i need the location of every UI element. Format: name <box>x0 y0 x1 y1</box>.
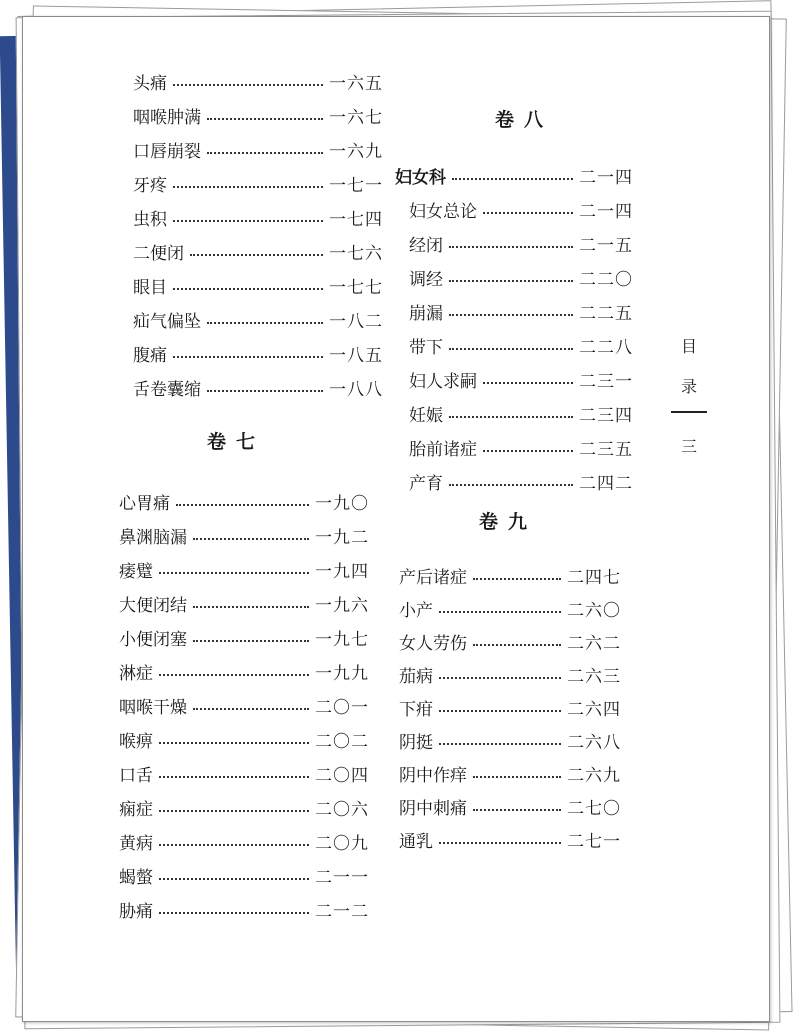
dot-leader <box>449 279 573 282</box>
dot-leader <box>173 219 323 222</box>
dot-leader <box>193 537 309 540</box>
toc-entry-title: 产后诸症 <box>399 568 467 588</box>
toc-entry-page: 二一二 <box>315 902 369 922</box>
dot-leader <box>483 381 573 384</box>
toc-entry-page: 一九六 <box>315 596 369 616</box>
toc-entry-title: 产育 <box>409 474 443 494</box>
dot-leader <box>439 841 561 844</box>
toc-entry-page: 二六九 <box>567 766 621 786</box>
toc-entry <box>399 728 621 753</box>
dot-leader <box>449 347 573 350</box>
dot-leader <box>207 389 323 392</box>
dot-leader <box>473 775 561 778</box>
toc-entry <box>133 137 383 162</box>
toc-entry-title: 茄病 <box>399 667 433 687</box>
toc-entry-title: 鼻渊脑漏 <box>119 528 187 548</box>
toc-entry-title: 眼目 <box>133 278 167 298</box>
toc-entry-page: 二六三 <box>567 667 621 687</box>
toc-entry-title: 舌卷囊缩 <box>133 380 201 400</box>
header-rule <box>671 411 707 413</box>
toc-entry-page: 一七四 <box>329 210 383 230</box>
dot-leader <box>190 253 323 256</box>
toc-entry <box>133 239 383 264</box>
toc-entry <box>133 307 383 332</box>
toc-entry <box>119 863 369 888</box>
dot-leader <box>439 676 561 679</box>
dot-leader <box>159 877 309 880</box>
toc-entry-page: 二七一 <box>567 832 621 852</box>
toc-entry <box>409 401 633 426</box>
toc-entry-title: 痫症 <box>119 800 153 820</box>
toc-entry-page: 二六八 <box>567 733 621 753</box>
toc-entry-title: 头痛 <box>133 74 167 94</box>
toc-entry-page: 二七〇 <box>567 799 621 819</box>
toc-entry-title: 心胃痛 <box>119 494 170 514</box>
dot-leader <box>207 117 323 120</box>
toc-entry <box>409 299 633 324</box>
toc-entry-page: 二四七 <box>567 568 621 588</box>
toc-entry-title: 经闭 <box>409 236 443 256</box>
toc-entry-page: 一六九 <box>329 142 383 162</box>
toc-entry-title: 二便闭 <box>133 244 184 264</box>
toc-entry <box>399 695 621 720</box>
toc-entry <box>409 197 633 222</box>
toc-entry <box>409 469 633 494</box>
dot-leader <box>173 355 323 358</box>
toc-entry-title: 阴中刺痛 <box>399 799 467 819</box>
toc-entry-title: 妇女科 <box>395 168 446 188</box>
toc-entry-title: 崩漏 <box>409 304 443 324</box>
toc-entry-page: 二〇六 <box>315 800 369 820</box>
toc-entry-title: 妊娠 <box>409 406 443 426</box>
toc-entry-title: 妇人求嗣 <box>409 372 477 392</box>
dot-leader <box>193 605 309 608</box>
toc-entry-page: 一九九 <box>315 664 369 684</box>
toc-entry-page: 一九二 <box>315 528 369 548</box>
dot-leader <box>159 911 309 914</box>
toc-entry-title: 通乳 <box>399 832 433 852</box>
toc-entry <box>409 367 633 392</box>
running-header-char: 录 <box>680 377 697 396</box>
dot-leader <box>473 577 561 580</box>
toc-entry <box>119 591 369 616</box>
volume-heading: 卷九 <box>479 511 538 533</box>
dot-leader <box>176 503 309 506</box>
toc-entry-title: 妇女总论 <box>409 202 477 222</box>
dot-leader <box>207 321 323 324</box>
toc-entry-page: 一七六 <box>329 244 383 264</box>
toc-page <box>22 16 770 1022</box>
toc-entry <box>119 897 369 922</box>
dot-leader <box>159 809 309 812</box>
running-header-char: 目 <box>680 337 697 356</box>
dot-leader <box>449 415 573 418</box>
toc-entry-page: 一七七 <box>329 278 383 298</box>
toc-entry-page: 二三五 <box>579 440 633 460</box>
toc-entry <box>409 231 633 256</box>
toc-entry <box>119 659 369 684</box>
running-header <box>669 327 709 467</box>
toc-entry <box>133 171 383 196</box>
dot-leader <box>439 742 561 745</box>
volume-heading: 卷八 <box>495 109 554 131</box>
toc-entry-page: 一九四 <box>315 562 369 582</box>
toc-entry <box>119 625 369 650</box>
toc-entry-page: 二〇一 <box>315 698 369 718</box>
dot-leader <box>159 673 309 676</box>
toc-entry-title: 下疳 <box>399 700 433 720</box>
dot-leader <box>193 639 309 642</box>
toc-entry-page: 二六四 <box>567 700 621 720</box>
toc-entry-page: 二二〇 <box>579 270 633 290</box>
toc-entry <box>399 761 621 786</box>
toc-entry <box>399 563 621 588</box>
dot-leader <box>207 151 323 154</box>
toc-entry-title: 蝎螫 <box>119 868 153 888</box>
toc-entry <box>119 523 369 548</box>
toc-entry <box>399 662 621 687</box>
toc-entry-title: 胁痛 <box>119 902 153 922</box>
dot-leader <box>159 775 309 778</box>
toc-entry-page: 二〇九 <box>315 834 369 854</box>
toc-entry-title: 大便闭结 <box>119 596 187 616</box>
toc-entry-page: 二〇四 <box>315 766 369 786</box>
toc-entry-title: 疝气偏坠 <box>133 312 201 332</box>
toc-entry <box>119 489 369 514</box>
toc-entry-title: 咽喉干燥 <box>119 698 187 718</box>
toc-entry <box>409 265 633 290</box>
toc-entry-title: 黄病 <box>119 834 153 854</box>
toc-entry-page: 一八二 <box>329 312 383 332</box>
toc-entry-page: 二一四 <box>579 202 633 222</box>
toc-entry-title: 虫积 <box>133 210 167 230</box>
toc-entry-page: 一九〇 <box>315 494 369 514</box>
toc-entry-title: 痿躄 <box>119 562 153 582</box>
toc-entry <box>133 375 383 400</box>
toc-entry <box>399 794 621 819</box>
dot-leader <box>173 185 323 188</box>
toc-entry-title: 小便闭塞 <box>119 630 187 650</box>
toc-entry-title: 女人劳伤 <box>399 634 467 654</box>
dot-leader <box>483 449 573 452</box>
toc-entry-title: 口舌 <box>119 766 153 786</box>
toc-entry-title: 牙疼 <box>133 176 167 196</box>
toc-entry <box>399 827 621 852</box>
dot-leader <box>173 83 323 86</box>
toc-entry <box>133 273 383 298</box>
dot-leader <box>449 313 573 316</box>
toc-entry-page: 一九七 <box>315 630 369 650</box>
dot-leader <box>159 571 309 574</box>
toc-entry <box>133 103 383 128</box>
dot-leader <box>483 211 573 214</box>
dot-leader <box>159 843 309 846</box>
toc-entry-page: 二一四 <box>579 168 633 188</box>
toc-entry <box>409 333 633 358</box>
toc-entry-page: 二三四 <box>579 406 633 426</box>
toc-entry-page: 一八五 <box>329 346 383 366</box>
toc-entry <box>133 205 383 230</box>
toc-entry-page: 二六〇 <box>567 601 621 621</box>
toc-entry-title: 阴挺 <box>399 733 433 753</box>
toc-entry <box>119 693 369 718</box>
toc-entry-page: 二二八 <box>579 338 633 358</box>
dot-leader <box>473 808 561 811</box>
toc-entry-page: 二三一 <box>579 372 633 392</box>
dot-leader <box>449 245 573 248</box>
toc-entry <box>395 163 633 188</box>
dot-leader <box>452 177 573 180</box>
page-number: 三 <box>680 437 697 456</box>
toc-entry <box>133 341 383 366</box>
dot-leader <box>439 709 561 712</box>
dot-leader <box>159 741 309 744</box>
toc-entry <box>399 596 621 621</box>
toc-entry-title: 口唇崩裂 <box>133 142 201 162</box>
toc-entry-page: 二〇二 <box>315 732 369 752</box>
toc-entry-title: 淋症 <box>119 664 153 684</box>
dot-leader <box>449 483 573 486</box>
toc-entry-title: 喉痹 <box>119 732 153 752</box>
toc-entry-page: 一六七 <box>329 108 383 128</box>
toc-entry-title: 带下 <box>409 338 443 358</box>
toc-entry-title: 腹痛 <box>133 346 167 366</box>
toc-entry-title: 小产 <box>399 601 433 621</box>
dot-leader <box>193 707 309 710</box>
toc-entry-page: 二六二 <box>567 634 621 654</box>
toc-entry-title: 胎前诸症 <box>409 440 477 460</box>
dot-leader <box>439 610 561 613</box>
volume-heading: 卷七 <box>207 431 266 453</box>
toc-entry <box>119 557 369 582</box>
dot-leader <box>173 287 323 290</box>
toc-entry <box>399 629 621 654</box>
toc-entry-title: 咽喉肿满 <box>133 108 201 128</box>
toc-entry-page: 一八八 <box>329 380 383 400</box>
toc-entry-page: 二一一 <box>315 868 369 888</box>
dot-leader <box>473 643 561 646</box>
toc-entry-title: 调经 <box>409 270 443 290</box>
toc-entry <box>119 761 369 786</box>
toc-entry <box>119 727 369 752</box>
toc-entry <box>409 435 633 460</box>
toc-entry <box>119 795 369 820</box>
toc-entry-page: 一六五 <box>329 74 383 94</box>
toc-entry-page: 二四二 <box>579 474 633 494</box>
toc-entry <box>133 69 383 94</box>
toc-entry-page: 一七一 <box>329 176 383 196</box>
toc-entry-title: 阴中作痒 <box>399 766 467 786</box>
toc-entry-page: 二一五 <box>579 236 633 256</box>
toc-entry <box>119 829 369 854</box>
toc-entry-page: 二二五 <box>579 304 633 324</box>
